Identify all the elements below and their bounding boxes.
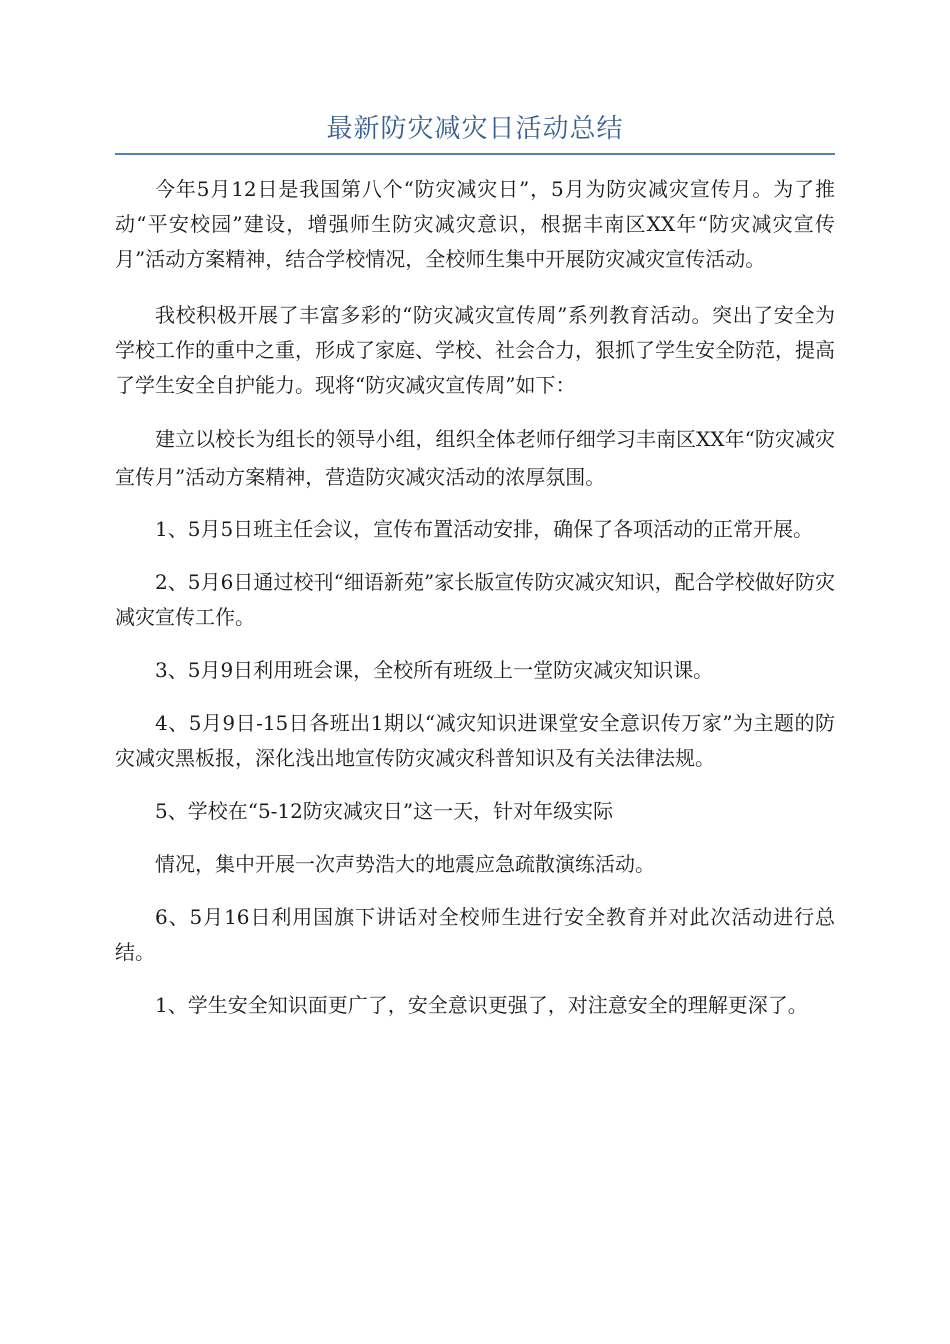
document-body (115, 172, 835, 1041)
paragraph-item-2: 2、5月6日通过校刊“细语新苑”家长版宣传防灾减灾知识，配合学校做好防灾减灾宣传工作。 (115, 570, 835, 629)
title-underline (115, 153, 835, 155)
paragraph-activities: 我校积极开展了丰富多彩的“防灾减灾宣传周”系列教育活动。突出了安全为学校工作的重中之重，形成了家庭、学校、社会合力，狠抓了学生安全防范，提高了学生安全自护能力。现将“防灾减灾宣传周”如下： (115, 303, 835, 397)
paragraph-item-5-continued: 情况，集中开展一次声势浩大的地震应急疏散演练活动。 (155, 852, 655, 876)
paragraph-intro: 今年5月12日是我国第八个“防灾减灾日”，5月为防灾减灾宣传月。为了推动“平安校园”建设，增强师生防灾减灾意识，根据丰南区XX年“防灾减灾宣传月”活动方案精神，结合学校情况，全校师生集中开展防灾减灾宣传活动。 (115, 177, 835, 271)
paragraph-item-6: 6、5月16日利用国旗下讲话对全校师生进行安全教育并对此次活动进行总结。 (115, 905, 835, 964)
document-title: 最新防灾减灾日活动总结 (326, 114, 624, 144)
paragraph-item-1: 1、5月5日班主任会议，宣传布置活动安排，确保了各项活动的正常开展。 (155, 517, 814, 541)
paragraph-result-1: 1、学生安全知识面更广了，安全意识更强了，对注意安全的理解更深了。 (155, 993, 808, 1017)
paragraph-leadership: 建立以校长为组长的领导小组，组织全体老师仔细学习丰南区XX年“防灾减灾宣传月”活动方案精神，营造防灾减灾活动的浓厚氛围。 (115, 427, 835, 489)
paragraph-item-5: 5、学校在“5-12防灾减灾日”这一天，针对年级实际 (155, 799, 614, 823)
paragraph-item-4: 4、5月9日-15日各班出1期以“减灾知识进课堂安全意识传万家”为主题的防灾减灾黑板报，深化浅出地宣传防灾减灾科普知识及有关法律法规。 (115, 711, 835, 770)
paragraph-item-3: 3、5月9日利用班会课，全校所有班级上一堂防灾减灾知识课。 (155, 658, 714, 682)
